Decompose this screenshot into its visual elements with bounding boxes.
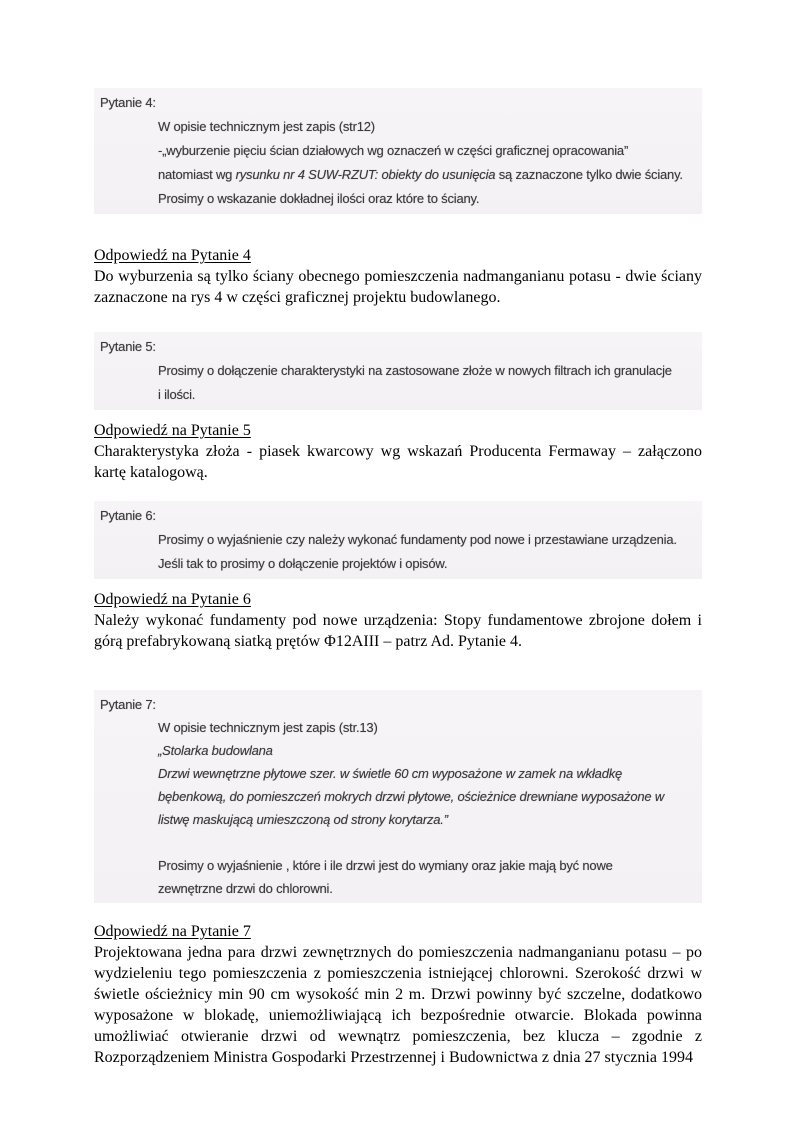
question-line-text: W opisie technicznym jest zapis (str.13) — [158, 720, 378, 735]
question-line — [158, 187, 696, 211]
answer-heading: Odpowiedź na Pytanie 7 — [94, 923, 251, 940]
answer-heading: Odpowiedź na Pytanie 6 — [94, 591, 251, 608]
question-line-text: są zaznaczone tylko dwie ściany. — [495, 167, 683, 182]
question-blank-line — [100, 831, 696, 854]
question-line — [158, 359, 696, 383]
question-line — [158, 762, 696, 785]
question-line-text: Prosimy o wyjaśnienie czy należy wykonać fundamenty pod nowe i przestawiane urządzenia. — [158, 532, 677, 547]
question-line — [158, 716, 696, 739]
question-line-text: zewnętrzne drzwi do chlorowni. — [158, 881, 333, 896]
answer-heading: Odpowiedź na Pytanie 5 — [94, 422, 251, 439]
answer-heading: Odpowiedź na Pytanie 4 — [94, 247, 251, 264]
question-line-text: Prosimy o wskazanie dokładnej ilości oraz które to ściany. — [158, 191, 480, 206]
question-line-text: Prosimy o dołączenie charakterystyki na zastosowane złoże w nowych filtrach ich granulacje — [158, 363, 672, 378]
question-line — [158, 739, 696, 762]
question-line-text: i ilości. — [158, 387, 196, 402]
question-line-text: -„wyburzenie pięciu ścian działowych wg oznaczeń w części graficznej opracowania” — [158, 143, 629, 158]
answer-section-5 — [94, 420, 702, 483]
question-label: Pytanie 7: — [100, 697, 156, 712]
question-line-text: W opisie technicznym jest zapis (str12) — [158, 119, 375, 134]
question-line-text-italic: Drzwi wewnętrzne płytowe szer. w świetle 60 cm wyposażone w zamek na wkładkę — [158, 766, 623, 781]
answer-section-4 — [94, 245, 702, 308]
answer-paragraph: Projektowana jedna para drzwi zewnętrznych do pomieszczenia nadmanganianu potasu – po wydzieleniu tego pomieszczenia z pomieszczenia istniejącej chlorowni. Szerokość drzwi w świetle ościeżnicy min 90 cm wysokość min 2 m. Drzwi powinny być szczelne, dodatkowo wyposażone w blokadę, uniemożliwiającą ich bezpośrednie otwarcie. Blokada powinna umożliwiać otwieranie drzwi od wewnątrz pomieszczenia, bez klucza – zgodnie z Rozporządzeniem Ministra Gospodarki Przestrzennej i Budownictwa z dnia 27 stycznia 1994 — [94, 944, 702, 1066]
question-line — [158, 808, 696, 831]
question-line-text-italic: bębenkową, do pomieszczeń mokrych drzwi płytowe, ościeżnice drewniane wyposażone w — [158, 789, 665, 804]
question-scan-block-4 — [94, 88, 702, 214]
question-line-text: natomiast wg — [158, 167, 236, 182]
question-line-text: Prosimy o wyjaśnienie , które i ile drzwi jest do wymiany oraz jakie mają być nowe — [158, 858, 613, 873]
question-label: Pytanie 4: — [100, 95, 156, 110]
question-line-text-italic: rysunku nr 4 SUW-RZUT: obiekty do usunięcia — [235, 167, 496, 182]
answer-section-6 — [94, 589, 702, 652]
question-line — [158, 854, 696, 877]
answer-paragraph: Charakterystyka złoża - piasek kwarcowy wg wskazań Producenta Fermaway – załączono kartę katalogową. — [94, 443, 702, 481]
answer-paragraph: Należy wykonać fundamenty pod nowe urządzenia: Stopy fundamentowe zbrojone dołem i górą prefabrykowaną siatką prętów Φ12AIII – patrz Ad. Pytanie 4. — [94, 612, 702, 650]
question-label: Pytanie 6: — [100, 508, 156, 523]
question-line — [158, 383, 696, 407]
question-line-text-italic: „Stolarka budowlana — [158, 743, 273, 758]
question-line — [158, 552, 696, 576]
question-line — [158, 139, 696, 163]
question-scan-block-6 — [94, 501, 702, 579]
question-line — [158, 528, 696, 552]
question-line-text-italic: listwę maskującą umieszczoną od strony korytarza.” — [158, 812, 448, 827]
question-line — [158, 163, 696, 187]
question-line — [158, 785, 696, 808]
question-scan-block-7 — [94, 690, 702, 903]
question-scan-block-5 — [94, 332, 702, 410]
question-line-text: Jeśli tak to prosimy o dołączenie projektów i opisów. — [158, 556, 448, 571]
answer-paragraph: Do wyburzenia są tylko ściany obecnego pomieszczenia nadmanganianu potasu - dwie ściany zaznaczone na rys 4 w części graficznej projektu budowlanego. — [94, 268, 702, 306]
answer-section-7 — [94, 921, 702, 1068]
question-line — [158, 115, 696, 139]
question-line — [158, 877, 696, 900]
question-label: Pytanie 5: — [100, 339, 156, 354]
